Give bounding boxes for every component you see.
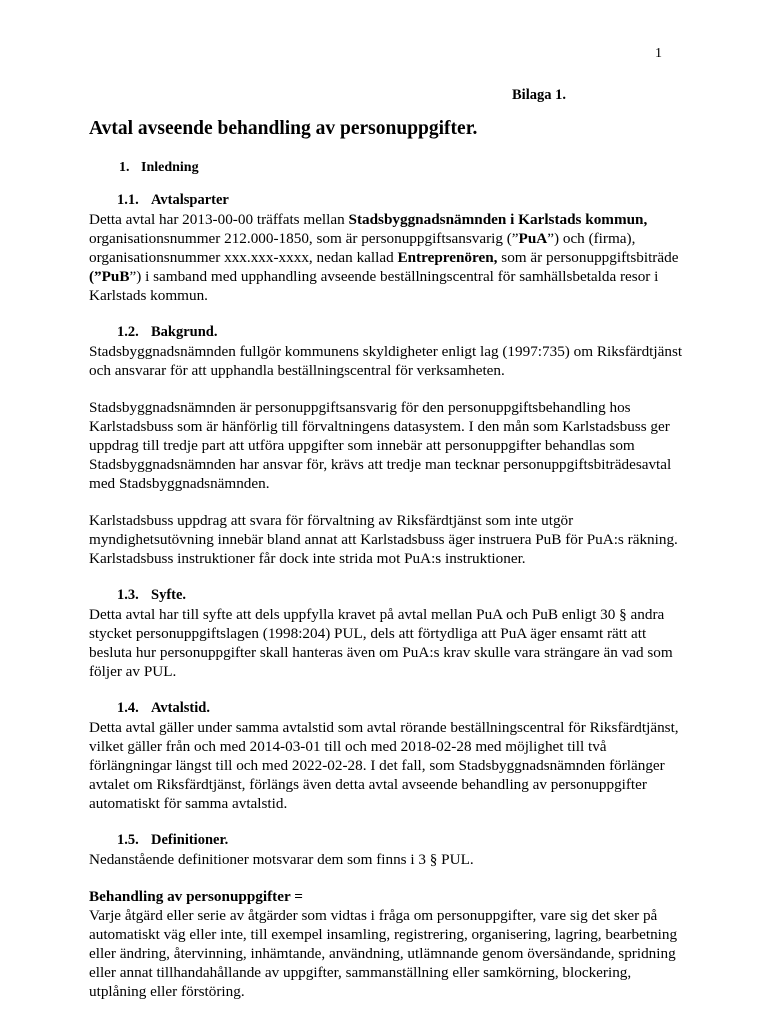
section-1-3-paragraph: Detta avtal har till syfte att dels uppfylla kravet på avtal mellan PuA och PuB enligt 30 § andra stycket personuppgiftslagen (1998:204) PUL, dels att förtydliga att PuA äger ensamt rätt att besluta hur personuppgifter skall hanteras även om PuA:s krav skulle vara strängare än vad som följer av PUL. [89,606,673,680]
section-number: 1.2. [117,324,139,340]
bold-text: (”PuB [89,268,130,285]
section-1-2-heading [89,323,684,342]
bold-text: Entreprenören, [397,249,498,266]
text-run: organisationsnummer 212.000-1850, som är personuppgiftsansvarig (” [89,230,519,247]
section-1-3-heading [89,586,684,605]
page-number: 1 [655,46,662,61]
section-title: Bakgrund. [151,324,218,340]
section-1-1-heading [89,191,684,210]
section-title: Avtalsparter [151,192,229,208]
section-1-4 [89,699,684,813]
section-1-1-paragraph [89,210,684,305]
section-1-4-heading [89,699,684,718]
section-number: 1.4. [117,700,139,716]
text-run: Detta avtal har 2013-00-00 träffats mellan [89,211,349,228]
section-1-5 [89,831,684,869]
section-number: 1.1. [117,192,139,208]
section-1-2 [89,323,684,380]
bold-text: PuA [518,230,548,247]
section-1-heading [119,158,684,177]
section-number: 1. [119,160,130,175]
section-number: 1.5. [117,832,139,848]
definition-term: Behandling av personuppgifter = [89,888,303,905]
section-1-3 [89,586,684,681]
section-1-1 [89,191,684,305]
section-title: Definitioner. [151,832,229,848]
section-title: Inledning [141,160,199,175]
bold-text: Stadsbyggnadsnämnden i Karlstads kommun, [348,211,648,228]
section-1-2-paragraph-3: Karlstadsbuss uppdrag att svara för förvaltning av Riksfärdtjänst som inte utgör myndighetsutövning innebär bland annat att Karlstadsbuss äger instruera PuB för PuA:s räkning. Karlstadsbuss instruktioner får dock inte strida mot PuA:s instruktioner. [89,512,678,567]
section-1-2-paragraph-2: Stadsbyggnadsnämnden är personuppgiftsansvarig för den personuppgiftsbehandling hos Karlstadsbuss som är hänförlig till förvaltningens datasystem. I den mån som Karlstadsbuss ger uppdrag till tredje part att utföra uppgifter som innebär att personuppgifter behandlas som Stadsbyggnadsnämnden har ansvar för, krävs att tredje man tecknar personuppgiftsbiträdesavtal med Stadsbyggnadsnämnden. [89,399,672,492]
attachment-label: Bilaga 1. [512,87,566,103]
section-1-5-paragraph: Nedanstående definitioner motsvarar dem som finns i 3 § PUL. [89,851,474,868]
text-run: som är personuppgiftsbiträde [497,249,679,266]
document-title: Avtal avseende behandling av personuppgifter. [89,118,478,139]
section-number: 1.3. [117,587,139,603]
text-run: ”) och (firma), organisationsnummer xxx.xxx-xxxx, nedan kallad [89,230,636,266]
section-1-5-heading [89,831,684,850]
document-body [89,117,684,1019]
section-title: Avtalstid. [151,700,210,716]
text-run: ”) i samband med upphandling avseende beställningscentral för samhällsbetalda resor i Karlstads kommun. [89,268,659,304]
section-1-2-paragraph-1: Stadsbyggnadsnämnden fullgör kommunens skyldigheter enligt lag (1997:735) om Riksfärdtjänst och ansvarar för att upphandla beställningscentral för verksamheten. [89,343,683,379]
definition-behandling [89,887,684,1001]
section-title: Syfte. [151,587,187,603]
section-1-4-paragraph: Detta avtal gäller under samma avtalstid som avtal rörande beställningscentral för Riksfärdtjänst, vilket gäller från och med 2014-03-01 till och med 2018-02-28 med möjlighet till två förlängningar längst till och med 2022-02-28. I det fall, som Stadsbyggnadsnämnden förlänger avtalet om Riksfärdtjänst, förlängs även detta avtal avseende behandling av personuppgifter automatiskt för samma avtalstid. [89,719,679,812]
definition-text: Varje åtgärd eller serie av åtgärder som vidtas i fråga om personuppgifter, vare sig det sker på automatiskt väg eller inte, till exempel insamling, registrering, organisering, lagring, bearbetning eller ändring, återvinning, inhämtande, användning, utlämnande genom översändande, spridning eller annat tillhandahållande av uppgifter, sammanställning eller samkörning, blockering, utplåning eller förstöring. [89,907,678,1000]
